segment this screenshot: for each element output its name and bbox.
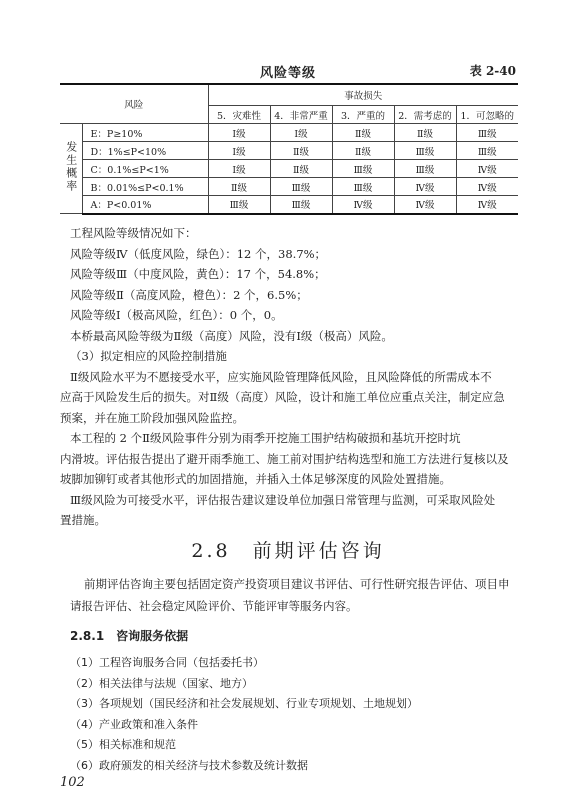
table-header bbox=[0, 60, 576, 80]
table-cell: Ⅲ级 bbox=[332, 160, 394, 178]
table-cell: Ⅱ级 bbox=[332, 142, 394, 160]
text-line: Ⅱ级风险水平为不愿接受水平，应实施风险管理降低风险，且风险降低的所需成本不 bbox=[70, 369, 492, 384]
table-cell: Ⅰ级 bbox=[208, 160, 270, 178]
loss-header-cell: 事故损失 bbox=[208, 84, 518, 106]
table-cell: Ⅳ级 bbox=[394, 196, 456, 214]
table-cell: Ⅳ级 bbox=[394, 178, 456, 196]
risk-summary-text bbox=[60, 223, 520, 531]
table-cell: Ⅰ级 bbox=[208, 124, 270, 142]
loss-col-header: 1．可忽略的 bbox=[456, 106, 518, 124]
text-line: 内滑坡。评估报告提出了避开雨季施工、施工前对围护结构选型和施工方法进行复核以及 bbox=[60, 451, 509, 466]
text-line: 风险等级Ⅳ（低度风险，绿色）：12 个，38.7%； bbox=[70, 246, 327, 261]
probability-cell: B：0.01%≤P<0.1% bbox=[82, 178, 208, 196]
text-line: 请报告评估、社会稳定风险评价、节能评审等服务内容。 bbox=[70, 599, 358, 613]
risk-level-table bbox=[60, 83, 518, 215]
probability-cell: D：1%≤P<10% bbox=[82, 142, 208, 160]
table-cell: Ⅰ级 bbox=[270, 124, 332, 142]
probability-cell: A：P<0.01% bbox=[82, 196, 208, 214]
table-cell: Ⅲ级 bbox=[332, 178, 394, 196]
list-item: （2）相关法律与法规（国家、地方） bbox=[70, 676, 253, 690]
list-item: （6）政府颁发的相关经济与技术参数及统计数据 bbox=[70, 758, 308, 772]
table-cell: Ⅳ级 bbox=[456, 160, 518, 178]
list-item: （5）相关标准和规范 bbox=[70, 738, 176, 751]
subsection-title: 2.8.1 咨询服务依据 bbox=[70, 629, 189, 643]
section-title: 2.8 前期评估咨询 bbox=[191, 540, 385, 562]
table-cell: Ⅲ级 bbox=[456, 142, 518, 160]
table-cell: Ⅲ级 bbox=[208, 196, 270, 214]
table-cell: Ⅰ级 bbox=[208, 142, 270, 160]
table-title: 风险等级 bbox=[260, 66, 317, 81]
text-line: 工程风险等级情况如下： bbox=[70, 226, 197, 240]
text-line: 风险等级Ⅰ（极高风险，红色）：0 个，0。 bbox=[70, 308, 283, 322]
probability-cell: E：P≥10% bbox=[82, 124, 208, 142]
table-cell: Ⅲ级 bbox=[394, 142, 456, 160]
loss-col-header: 3．严重的 bbox=[332, 106, 394, 124]
table-cell: Ⅱ级 bbox=[208, 178, 270, 196]
text-line: 置措施。 bbox=[60, 513, 106, 527]
text-line: 风险等级Ⅲ（中度风险，黄色）：17 个，54.8%； bbox=[70, 267, 326, 281]
text-line: Ⅲ级风险为可接受水平，评估报告建议建设单位加强日常管理与监测，可采取风险处 bbox=[70, 492, 496, 507]
table-number: 表 2-40 bbox=[469, 64, 516, 78]
table-cell: Ⅱ级 bbox=[332, 124, 394, 142]
loss-col-header: 5．灾难性 bbox=[208, 106, 270, 124]
table-cell: Ⅲ级 bbox=[270, 178, 332, 196]
text-line: 坡脚加铆钉或者其他形式的加固措施，并插入土体足够深度的风险处置措施。 bbox=[60, 472, 451, 486]
text-line: 本工程的 2 个Ⅱ级风险事件分别为雨季开挖施工围护结构破损和基坑开挖时坑 bbox=[70, 431, 461, 445]
loss-col-header: 4．非常严重 bbox=[270, 106, 332, 124]
list-item: （4）产业政策和准入条件 bbox=[70, 717, 198, 731]
table-cell: Ⅲ级 bbox=[394, 160, 456, 178]
table-cell: Ⅱ级 bbox=[394, 124, 456, 142]
probability-label: 发生概率 bbox=[64, 141, 78, 193]
page-number: 102 bbox=[60, 775, 85, 790]
probability-label-cell bbox=[60, 124, 82, 214]
basis-list bbox=[70, 653, 418, 776]
text-line: 应高于风险发生后的损失。对Ⅱ级（高度）风险，设计和施工单位应重点关注，制定应急 bbox=[60, 390, 505, 404]
table-cell: Ⅱ级 bbox=[270, 160, 332, 178]
text-line: （3）拟定相应的风险控制措施 bbox=[70, 349, 227, 363]
text-line: 预案，并在施工阶段加强风险监控。 bbox=[60, 410, 244, 425]
list-item: （3）各项规划（国民经济和社会发展规划、行业专项规划、土地规划） bbox=[70, 697, 418, 710]
text-line: 风险等级Ⅱ（高度风险，橙色）：2 个，6.5%； bbox=[70, 287, 308, 302]
table-cell: Ⅱ级 bbox=[270, 142, 332, 160]
loss-col-header: 2．需考虑的 bbox=[394, 106, 456, 124]
intro-paragraph bbox=[70, 573, 520, 617]
probability-cell: C：0.1%≤P<1% bbox=[82, 160, 208, 178]
text-line: 本桥最高风险等级为Ⅱ级（高度）风险，没有Ⅰ级（极高）风险。 bbox=[70, 328, 393, 343]
list-item: （1）工程咨询服务合同（包括委托书） bbox=[70, 656, 264, 669]
table-cell: Ⅲ级 bbox=[456, 124, 518, 142]
text-line: 前期评估咨询主要包括固定资产投资项目建议书评估、可行性研究报告评估、项目申 bbox=[84, 577, 510, 591]
table-cell: Ⅳ级 bbox=[456, 178, 518, 196]
table-cell: Ⅳ级 bbox=[332, 196, 394, 214]
risk-header-cell: 风险 bbox=[60, 84, 208, 124]
table-cell: Ⅲ级 bbox=[270, 196, 332, 214]
table-cell: Ⅳ级 bbox=[456, 196, 518, 214]
